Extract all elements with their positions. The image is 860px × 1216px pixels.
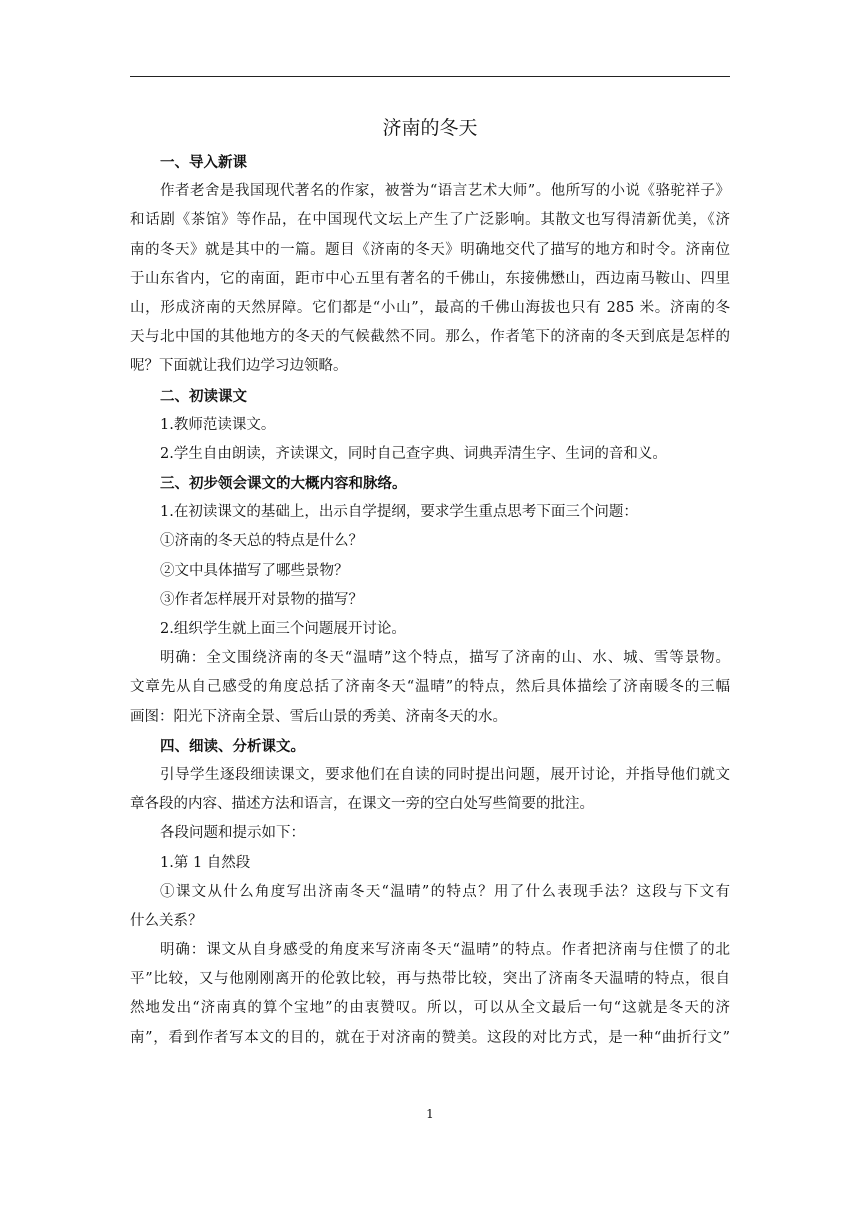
paragraph-line: 2.组织学生就上面三个问题展开讨论。	[160, 621, 406, 637]
paragraph-line: 各段问题和提示如下：	[160, 825, 305, 842]
paragraph-line: 于山东省内，它的南面，距市中心五里有著名的千佛山，东接佛懋山，西边南马鞍山、四里	[130, 270, 730, 287]
paragraph-line: 呢？下面就让我们边学习边领略。	[130, 358, 348, 375]
paragraph-line: 1.教师范读课文。	[160, 416, 276, 433]
header-rule	[130, 76, 730, 77]
paragraph-line: 什么关系？	[130, 912, 203, 929]
document-body	[130, 108, 730, 1053]
section-heading-intro: 一、导入新课	[160, 154, 247, 171]
question-item: ③作者怎样展开对景物的描写？	[160, 591, 363, 608]
question-item: ①济南的冬天总的特点是什么？	[160, 533, 363, 550]
document-title: 济南的冬天	[382, 117, 478, 139]
page-number: 1	[426, 1107, 434, 1121]
question-item: ①课文从什么角度写出济南冬天“温晴”的特点？用了什么表现手法？这段与下文有	[160, 883, 730, 900]
paragraph-line: 文章先从自己感受的角度总括了济南冬天“温晴”的特点，然后具体描绘了济南暖冬的三幅	[130, 679, 730, 696]
paragraph-line: 然地发出“济南真的算个宝地”的由衷赞叹。所以，可以从全文最后一句“这就是冬天的济	[130, 1000, 730, 1017]
paragraph-line: 1.第 1 自然段	[160, 854, 251, 871]
paragraph-line: 2.学生自由朗读，齐读课文，同时自己查字典、词典弄清生字、生词的音和义。	[160, 445, 667, 462]
paragraph-line: 画图：阳光下济南全景、雪后山景的秀美、济南冬天的水。	[130, 708, 507, 725]
section-heading-first-reading: 二、初读课文	[160, 387, 247, 405]
paragraph-line: 章各段的内容、描述方法和语言，在课文一旁的空白处写些简要的批注。	[130, 796, 594, 813]
section-heading-overview: 三、初步领会课文的大概内容和脉络。	[160, 475, 407, 493]
paragraph-line: 明确：课文从自身感受的角度来写济南冬天“温晴”的特点。作者把济南与住惯了的北	[160, 942, 730, 959]
paragraph-line: 作者老舍是我国现代著名的作家，被誉为“语言艺术大师”。他所写的小说《骆驼祥子》	[160, 183, 730, 200]
paragraph-line: 明确：全文围绕济南的冬天“温晴”这个特点，描写了济南的山、水、城、雪等景物。	[160, 650, 730, 667]
paragraph-line: 南的冬天》就是其中的一篇。题目《济南的冬天》明确地交代了描写的地方和时令。济南位	[130, 241, 730, 258]
paragraph-line: 平”比较，又与他刚刚离开的伦敦比较，再与热带比较，突出了济南冬天温晴的特点，很自	[130, 971, 730, 988]
paragraph-line: 和话剧《茶馆》等作品，在中国现代文坛上产生了广泛影响。其散文也写得清新优美，《济	[130, 212, 730, 229]
paragraph-line: 1.在初读课文的基础上，出示自学提纲，要求学生重点思考下面三个问题：	[160, 504, 638, 521]
section-heading-close-reading: 四、细读、分析课文。	[160, 737, 305, 755]
paragraph-line: 南”，看到作者写本文的目的，就在于对济南的赞美。这段的对比方式，是一种“曲折行文”	[130, 1029, 730, 1046]
paragraph-line: 山，形成济南的天然屏障。它们都是“小山”，最高的千佛山海拔也只有 285 米。济南的冬	[130, 299, 730, 316]
question-item: ②文中具体描写了哪些景物？	[160, 562, 349, 579]
paragraph-line: 引导学生逐段细读课文，要求他们在自读的同时提出问题，展开讨论，并指导他们就文	[160, 766, 730, 783]
paragraph-line: 天与北中国的其他地方的冬天的气候截然不同。那么，作者笔下的济南的冬天到底是怎样的	[130, 329, 730, 346]
